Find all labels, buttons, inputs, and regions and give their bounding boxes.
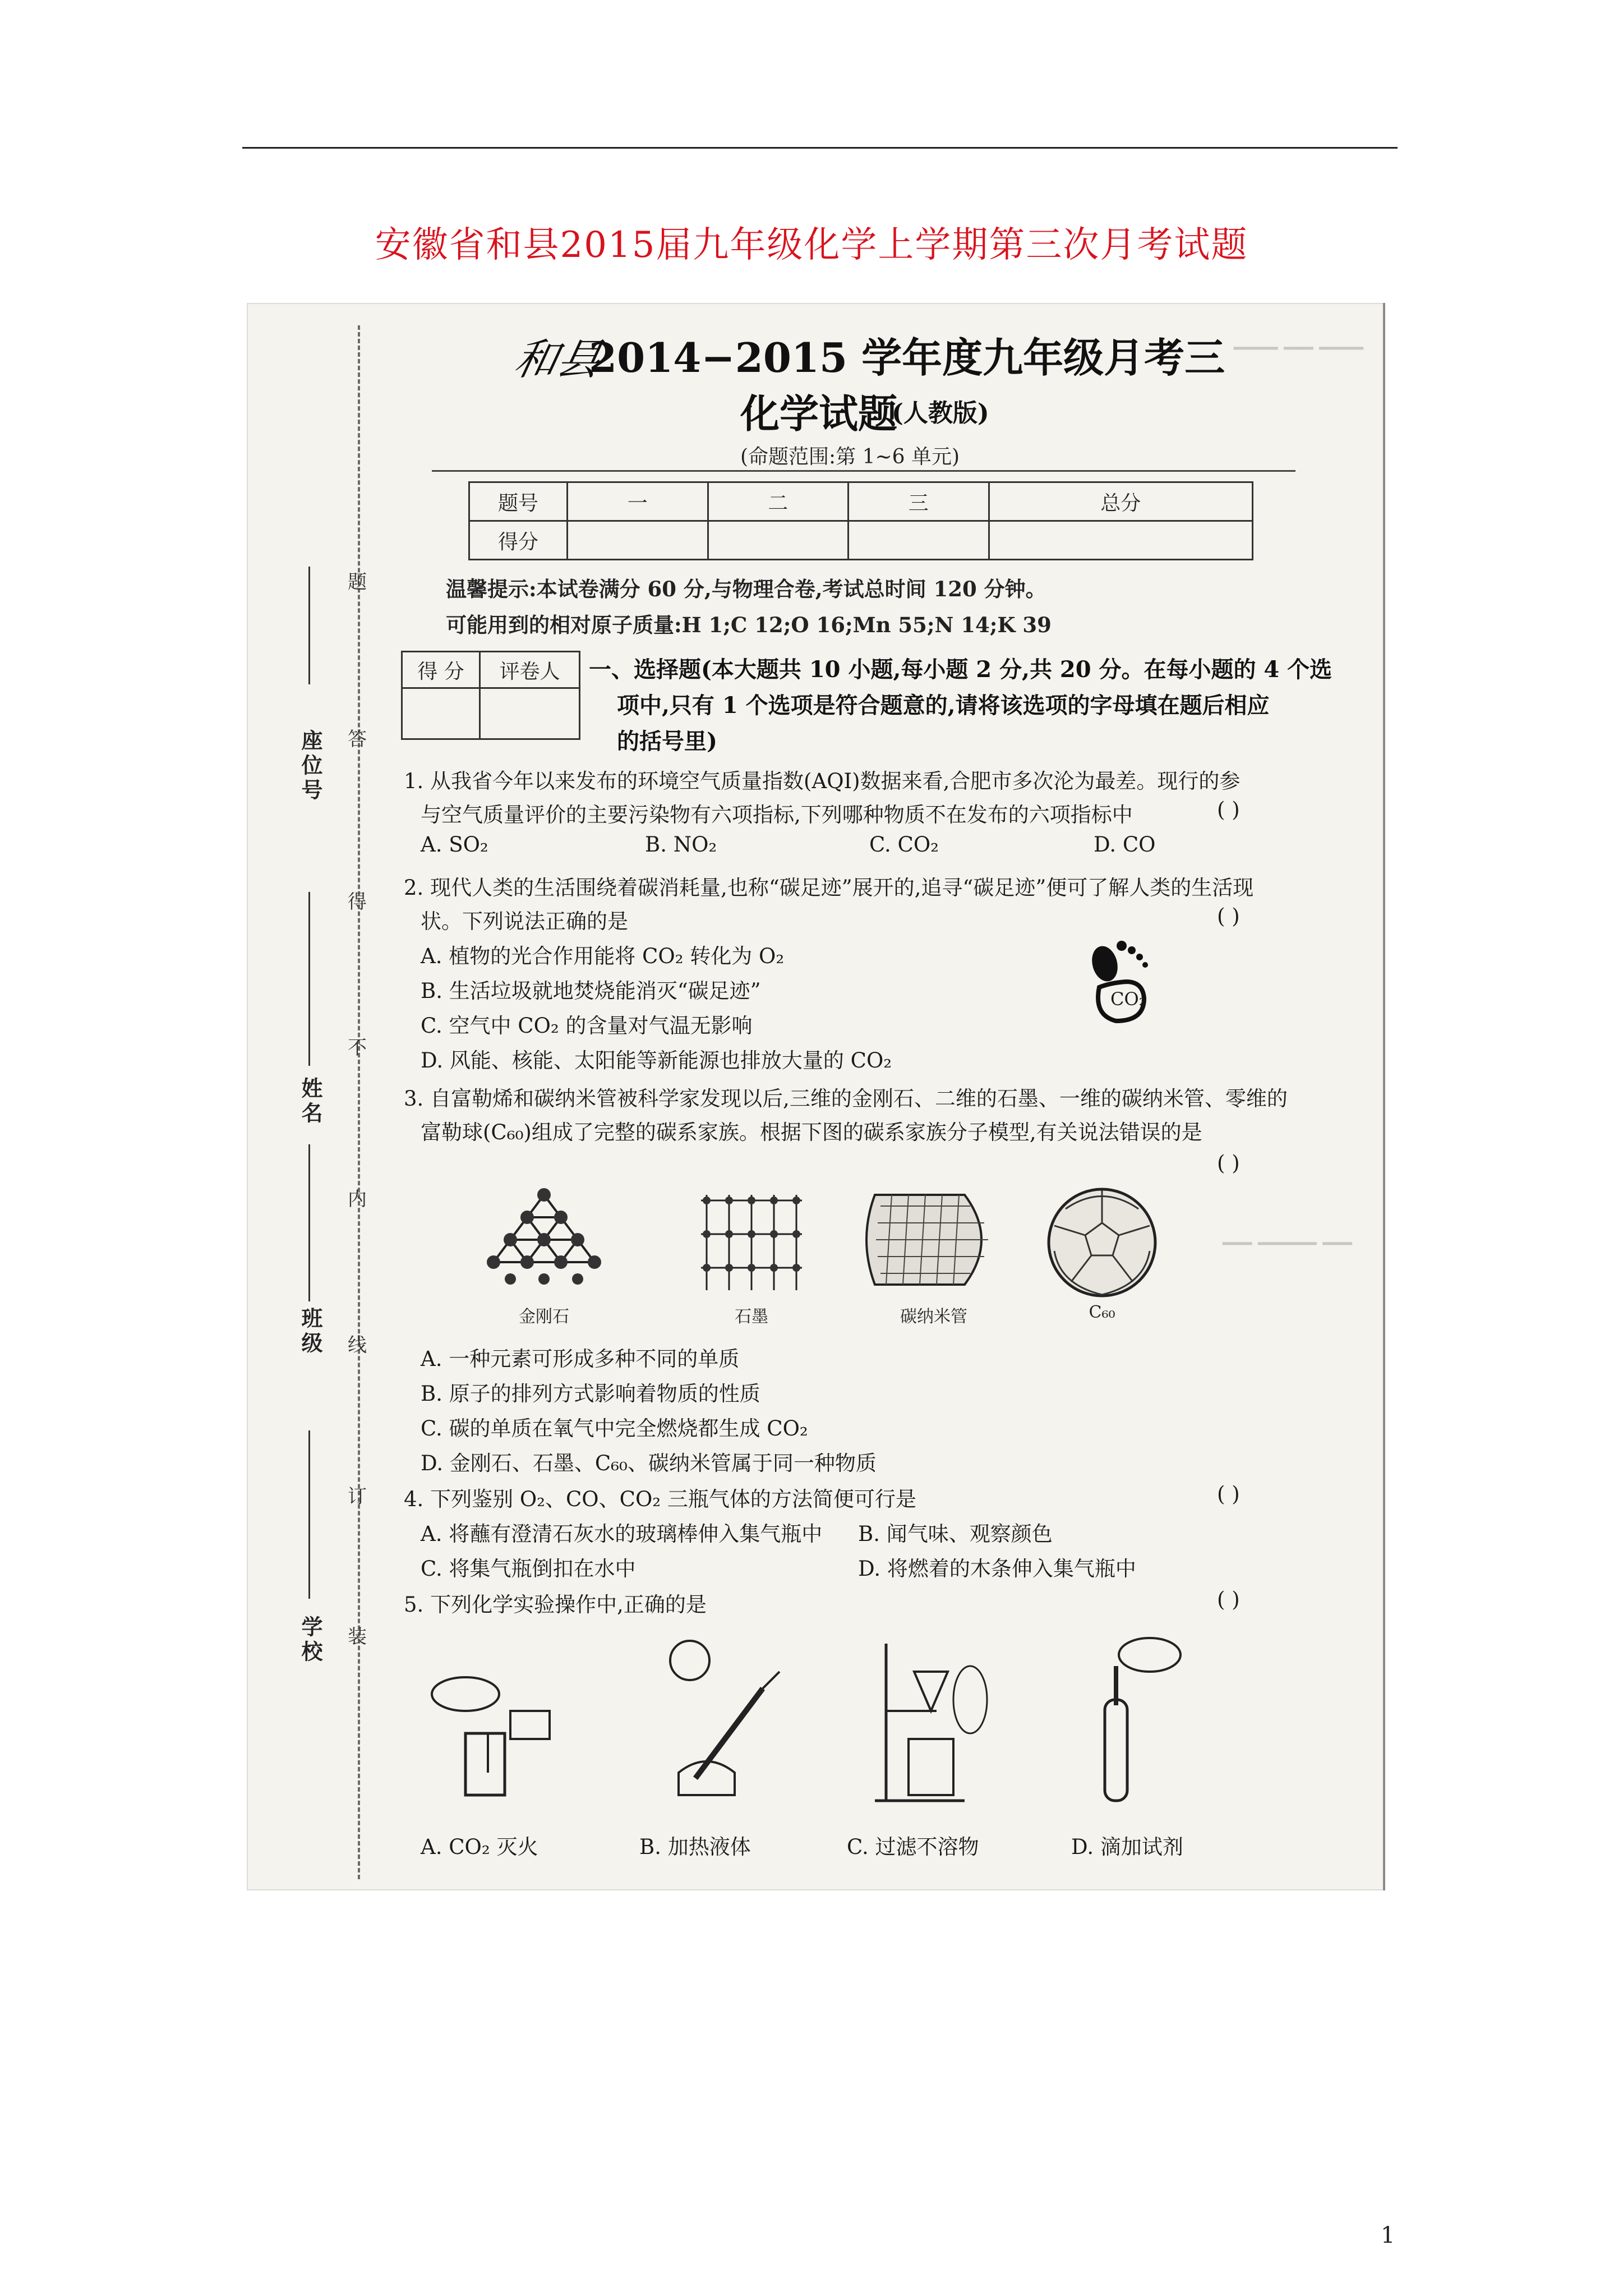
document-title: 安徽省和县2015届九年级化学上学期第三次月考试题 (375, 224, 1248, 266)
school-line (308, 1430, 310, 1599)
section-heading: 项中,只有 1 个选项是符合题意的,请将该选项的字母填在题后相应 (617, 692, 1270, 719)
graphite-model-figure (695, 1184, 808, 1296)
top-rule (242, 147, 1398, 149)
carbon-nanotube-figure (864, 1184, 1004, 1296)
answer-parens: ( ) (1217, 1151, 1240, 1175)
grader-table-cell: 得 分 (402, 652, 480, 688)
score-table-cell: 一 (568, 482, 708, 521)
show-through-text: ▁▁ ▁▁▁▁ ▁▁ (1223, 1223, 1352, 1245)
question-3-text: 3. 自富勒烯和碳纳米管被科学家发现以后,三维的金刚石、二维的石墨、一维的碳纳米管、零维的 (404, 1087, 1288, 1111)
question-4-option: B. 闻气味、观察颜色 (858, 1522, 1053, 1546)
footprint-icon (1082, 937, 1161, 1027)
binding-char: 得 (348, 891, 367, 913)
score-table-cell (708, 521, 849, 560)
score-table (468, 481, 1253, 560)
question-2-option: B. 生活垃圾就地焚烧能消灭“碳足迹” (421, 979, 761, 1003)
show-through-text: ▁▁▁ ▁▁ ▁▁▁ (1234, 328, 1363, 350)
c60-fullerene-figure (1043, 1184, 1161, 1301)
question-5-option: B. 加热液体 (639, 1835, 751, 1859)
subject-title: 化学试题 (740, 390, 897, 437)
figure-caption: 石墨 (735, 1307, 768, 1327)
exam-scope: (命题范围:第 1~6 单元) (740, 445, 960, 468)
grader-table-cell: 评卷人 (480, 652, 580, 688)
class-label: 班级 (298, 1307, 323, 1356)
question-2-option: C. 空气中 CO₂ 的含量对气温无影响 (421, 1014, 753, 1038)
question-2-option: A. 植物的光合作用能将 CO₂ 转化为 O₂ (421, 944, 785, 968)
header-rule (432, 470, 1295, 472)
question-4-text: 4. 下列鉴别 O₂、CO、CO₂ 三瓶气体的方法简便可行是 (404, 1487, 916, 1511)
section-heading: 的括号里) (617, 728, 717, 754)
question-2-text: 2. 现代人类的生活围绕着碳消耗量,也称“碳足迹”展开的,追寻“碳足迹”便可了解人类的生活现 (404, 876, 1254, 900)
answer-parens: ( ) (1217, 904, 1240, 928)
figure-caption: C₆₀ (1089, 1303, 1115, 1322)
figure-caption: 金刚石 (519, 1307, 569, 1327)
question-3-option: C. 碳的单质在氧气中完全燃烧都生成 CO₂ (421, 1416, 808, 1441)
seat-number-line (308, 567, 310, 684)
adding-reagent-figure (1054, 1632, 1189, 1806)
filtration-figure (852, 1632, 998, 1806)
question-3-text: 富勒球(C₆₀)组成了完整的碳系家族。根据下图的碳系家族分子模型,有关说法错误的是 (421, 1120, 1202, 1144)
class-line (308, 1144, 310, 1301)
answer-parens: ( ) (1217, 1482, 1240, 1506)
binding-char: 题 (348, 571, 367, 593)
table-row (469, 482, 1253, 521)
question-1-option: A. SO₂ (421, 832, 488, 857)
question-1-text: 与空气质量评价的主要污染物有六项指标,下列哪种物质不在发布的六项指标中 (421, 803, 1133, 827)
binding-char: 订 (348, 1485, 367, 1508)
question-4-option: D. 将燃着的木条伸入集气瓶中 (858, 1557, 1136, 1581)
exam-tip: 温馨提示:本试卷满分 60 分,与物理合卷,考试总时间 120 分钟。 (446, 577, 1046, 601)
grader-table-cell (402, 688, 480, 739)
binding-char: 线 (348, 1334, 367, 1356)
question-5-text: 5. 下列化学实验操作中,正确的是 (404, 1593, 707, 1617)
question-5-option: C. 过滤不溶物 (847, 1835, 979, 1859)
atomic-mass-tip: 可能用到的相对原子质量:H 1;C 12;O 16;Mn 55;N 14;K 39 (446, 613, 1052, 637)
binding-char: 装 (348, 1626, 367, 1648)
county-logo: 和县 (510, 334, 606, 384)
question-2-text: 状。下列说法正确的是 (421, 909, 628, 933)
question-2-option: D. 风能、核能、太阳能等新能源也排放大量的 CO₂ (421, 1048, 892, 1073)
edition-label: (人教版) (892, 399, 989, 427)
page-number: 1 (1381, 2223, 1395, 2248)
scanned-exam-page (247, 303, 1385, 1890)
diamond-model-figure (482, 1184, 606, 1296)
grader-table (401, 651, 580, 740)
grader-table-cell (480, 688, 580, 739)
binding-char: 不 (348, 1037, 367, 1059)
heating-liquid-figure (651, 1638, 796, 1806)
question-5-option: D. 滴加试剂 (1071, 1835, 1183, 1859)
score-table-cell: 三 (849, 482, 989, 521)
question-3-option: B. 原子的排列方式影响着物质的性质 (421, 1382, 760, 1406)
co2-extinguish-figure (426, 1672, 572, 1806)
table-row (402, 688, 580, 739)
answer-parens: ( ) (1217, 1588, 1240, 1612)
footprint-label: CO₂ (1110, 988, 1146, 1010)
score-table-cell (568, 521, 708, 560)
question-4-option: A. 将蘸有澄清石灰水的玻璃棒伸入集气瓶中 (421, 1522, 823, 1546)
question-5-option: A. CO₂ 灭火 (421, 1835, 538, 1859)
question-1-option: C. CO₂ (869, 832, 939, 857)
question-1-text: 1. 从我省今年以来发布的环境空气质量指数(AQI)数据来看,合肥市多次沦为最差。现行的参 (404, 769, 1241, 793)
score-table-cell: 得分 (469, 521, 568, 560)
section-heading: 一、选择题(本大题共 10 小题,每小题 2 分,共 20 分。在每小题的 4 个选 (589, 656, 1332, 683)
table-row (469, 521, 1253, 560)
name-line (308, 892, 310, 1066)
binding-char: 答 (348, 728, 367, 751)
answer-parens: ( ) (1217, 798, 1240, 822)
name-label: 姓名 (298, 1077, 323, 1126)
binding-char: 内 (348, 1188, 367, 1211)
table-row (402, 652, 580, 688)
question-1-option: D. CO (1094, 832, 1156, 857)
exam-title: 2014−2015 学年度九年级月考三 (589, 334, 1225, 381)
score-table-cell (989, 521, 1252, 560)
figure-caption: 碳纳米管 (900, 1307, 967, 1327)
question-1-option: B. NO₂ (645, 832, 717, 857)
question-3-option: D. 金刚石、石墨、C₆₀、碳纳米管属于同一种物质 (421, 1451, 877, 1475)
seat-number-label: 座位号 (298, 729, 323, 803)
question-3-option: A. 一种元素可形成多种不同的单质 (421, 1347, 740, 1371)
score-table-cell (849, 521, 989, 560)
score-table-cell: 总分 (989, 482, 1252, 521)
school-label: 学校 (298, 1616, 323, 1665)
score-table-cell: 题号 (469, 482, 568, 521)
score-table-cell: 二 (708, 482, 849, 521)
question-4-option: C. 将集气瓶倒扣在水中 (421, 1557, 636, 1581)
